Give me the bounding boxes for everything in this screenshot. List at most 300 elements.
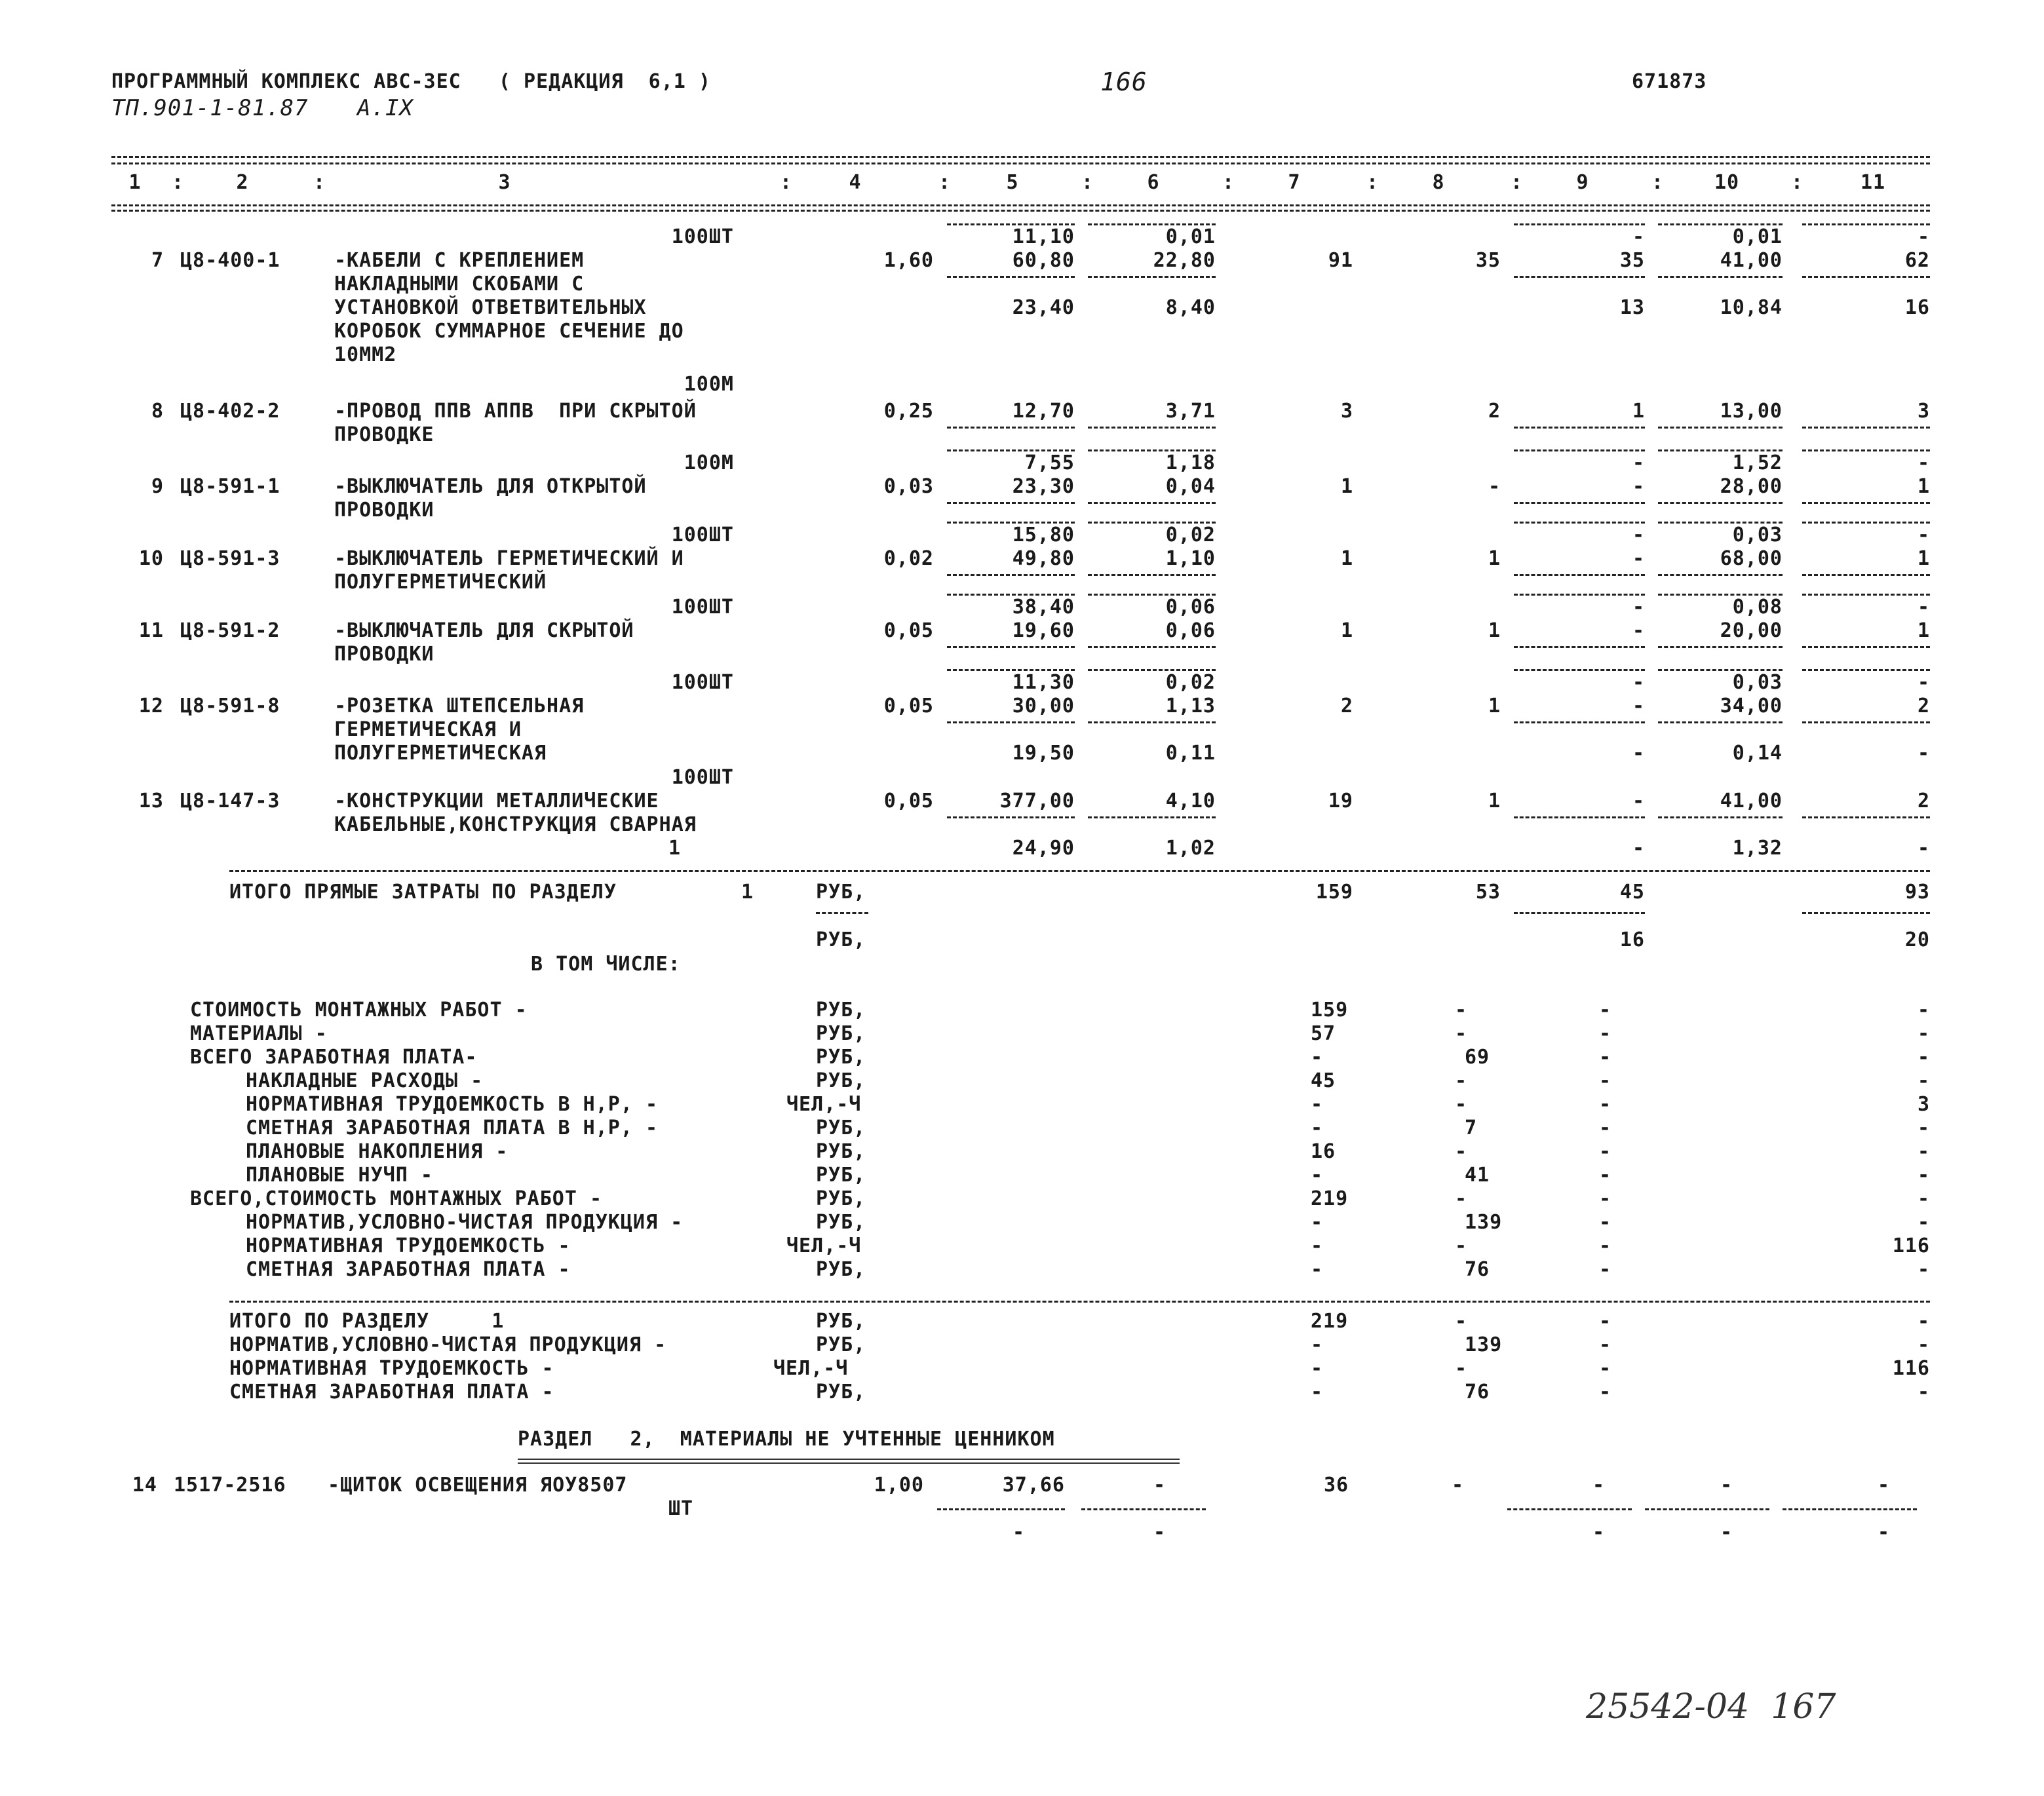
cell-rule — [1802, 427, 1930, 429]
work-description: -КАБЕЛИ С КРЕПЛЕНИЕМ — [334, 249, 585, 272]
norm-code: Ц8-591-1 — [180, 475, 280, 498]
cell-rule — [947, 223, 1075, 225]
cell-rule — [1088, 449, 1216, 451]
work-description: ПРОВОДКИ — [334, 499, 434, 522]
unit-label: РУБ, — [816, 928, 866, 951]
row-number: 9 — [151, 475, 164, 498]
work-description: ПОЛУГЕРМЕТИЧЕСКАЯ — [334, 742, 547, 765]
value-cell: - — [1599, 1069, 1612, 1092]
value-cell: - — [1917, 1022, 1930, 1045]
cell-rule — [1802, 816, 1930, 818]
value-cell: - — [1632, 475, 1645, 498]
value-cell: 1 — [1917, 547, 1930, 570]
value-cell: - — [1599, 1381, 1612, 1404]
value-cell: 19,50 — [1012, 742, 1075, 765]
value-cell: 0,02 — [1165, 524, 1216, 546]
value-cell: 0,01 — [1165, 225, 1216, 248]
work-description: ПРОВОДКИ — [334, 643, 434, 666]
unit-label: РУБ, — [816, 881, 866, 904]
section-title: РАЗДЕЛ 2, МАТЕРИАЛЫ НЕ УЧТЕННЫЕ ЦЕННИКОМ — [518, 1428, 1055, 1451]
cell-rule — [947, 502, 1075, 504]
value-cell: - — [1599, 999, 1612, 1022]
breakdown-label: НАКЛАДНЫЕ РАСХОДЫ - — [246, 1069, 484, 1092]
value-cell: 22,80 — [1153, 249, 1216, 272]
value-cell: - — [1632, 671, 1645, 694]
column-header: 9 — [1576, 171, 1589, 194]
column-header: 3 — [498, 171, 511, 194]
cell-rule — [1658, 721, 1783, 723]
section-total-label: НОРМАТИВ,УСЛОВНО-ЧИСТАЯ ПРОДУКЦИЯ - — [229, 1333, 667, 1356]
cell-rule — [1658, 449, 1783, 451]
value-cell: - — [1917, 1333, 1930, 1356]
cell-rule — [1514, 816, 1645, 818]
cell-rule — [1658, 427, 1783, 429]
value-cell: - — [1917, 451, 1930, 474]
unit-label: РУБ, — [816, 1187, 866, 1210]
column-separator: : — [1366, 171, 1379, 194]
value-cell: 49,80 — [1012, 547, 1075, 570]
value-cell: - — [1632, 451, 1645, 474]
value-cell: - — [1599, 1164, 1612, 1187]
quantity: 0,05 — [883, 619, 934, 642]
unit-label: 100ШТ — [671, 671, 734, 694]
cell-rule — [1802, 646, 1930, 648]
unit-label: ЧЕЛ,-Ч — [786, 1093, 862, 1116]
breakdown-label: НОРМАТИВ,УСЛОВНО-ЧИСТАЯ ПРОДУКЦИЯ - — [246, 1211, 684, 1234]
value-cell: - — [1455, 1093, 1468, 1116]
value-cell: 23,40 — [1012, 296, 1075, 319]
value-cell: 1 — [1488, 619, 1501, 642]
value-cell: - — [1599, 1187, 1612, 1210]
value-cell: - — [1917, 596, 1930, 619]
value-cell: - — [1917, 1140, 1930, 1163]
value-cell: - — [1599, 1140, 1612, 1163]
cell-rule — [1658, 276, 1783, 278]
work-description: КАБЕЛЬНЫЕ,КОНСТРУКЦИЯ СВАРНАЯ — [334, 813, 697, 836]
handwritten-note: 25542-04 167 — [1586, 1687, 1836, 1727]
cell-rule — [1658, 669, 1783, 671]
value-cell: 1,32 — [1732, 837, 1783, 860]
breakdown-label: СМЕТНАЯ ЗАРАБОТНАЯ ПЛАТА В Н,Р, - — [246, 1117, 659, 1139]
cell-rule — [1514, 912, 1645, 914]
row-number: 10 — [138, 547, 164, 570]
value-cell: - — [1455, 1357, 1468, 1380]
value-cell: - — [1917, 1310, 1930, 1333]
value-cell: 3 — [1917, 400, 1930, 423]
cell-rule — [947, 574, 1075, 576]
value-cell: 0,03 — [1732, 524, 1783, 546]
value-cell: 41 — [1465, 1164, 1490, 1187]
value-cell: 12,70 — [1012, 400, 1075, 423]
value-cell: 8,40 — [1165, 296, 1216, 319]
cell-rule — [1802, 502, 1930, 504]
breakdown-label: НОРМАТИВНАЯ ТРУДОЕМКОСТЬ - — [246, 1234, 571, 1257]
row-number: 7 — [151, 249, 164, 272]
value-cell: 37,66 — [1002, 1474, 1065, 1497]
section-total-label: ИТОГО ПО РАЗДЕЛУ 1 — [229, 1310, 505, 1333]
value-cell: - — [1599, 1117, 1612, 1139]
cell-rule — [1802, 223, 1930, 225]
value-cell: - — [1455, 1234, 1468, 1257]
cell-rule — [1088, 427, 1216, 429]
cell-rule — [1802, 449, 1930, 451]
quantity: 0,25 — [883, 400, 934, 423]
cell-rule — [1088, 276, 1216, 278]
unit-label: ШТ — [668, 1497, 694, 1520]
unit-label: РУБ, — [816, 1022, 866, 1045]
value-cell: 3 — [1340, 400, 1353, 423]
cell-rule — [937, 1508, 1065, 1510]
work-description: -РОЗЕТКА ШТЕПСЕЛЬНАЯ — [334, 695, 585, 717]
value-cell: - — [1311, 1234, 1324, 1257]
cell-rule — [1658, 574, 1783, 576]
value-cell: 16 — [1619, 928, 1645, 951]
column-header: 5 — [1006, 171, 1019, 194]
value-cell: 159 — [1315, 881, 1353, 904]
value-cell: - — [1917, 1381, 1930, 1404]
cell-rule — [1088, 223, 1216, 225]
column-separator: : — [1511, 171, 1524, 194]
value-cell: - — [1917, 837, 1930, 860]
value-cell: - — [1720, 1474, 1733, 1497]
value-cell: - — [1599, 1333, 1612, 1356]
value-cell: 139 — [1465, 1333, 1503, 1356]
cell-rule — [1514, 427, 1645, 429]
value-cell: 0,08 — [1732, 596, 1783, 619]
value-cell: - — [1599, 1022, 1612, 1045]
value-cell: - — [1153, 1521, 1167, 1544]
value-cell: 62 — [1904, 249, 1930, 272]
cell-rule — [1088, 646, 1216, 648]
work-description: УСТАНОВКОЙ ОТВЕТВИТЕЛЬНЫХ — [334, 296, 647, 319]
unit-label: 100ШТ — [671, 596, 734, 619]
cell-rule — [1088, 816, 1216, 818]
cell-rule — [1088, 594, 1216, 596]
value-cell: - — [1720, 1521, 1733, 1544]
value-cell: 76 — [1465, 1258, 1490, 1281]
value-cell: - — [1452, 1474, 1465, 1497]
cell-rule — [1507, 1508, 1632, 1510]
cell-rule — [1088, 721, 1216, 723]
unit-label: РУБ, — [816, 999, 866, 1022]
value-cell: 20,00 — [1720, 619, 1783, 642]
value-cell: - — [1878, 1521, 1891, 1544]
work-description: ГЕРМЕТИЧЕСКАЯ И — [334, 718, 522, 741]
value-cell: 1 — [1917, 475, 1930, 498]
value-cell: 2 — [1917, 790, 1930, 812]
value-cell: 30,00 — [1012, 695, 1075, 717]
value-cell: 0,01 — [1732, 225, 1783, 248]
cell-rule — [1088, 669, 1216, 671]
value-cell: 1 — [1488, 547, 1501, 570]
column-header: 6 — [1147, 171, 1160, 194]
value-cell: - — [1311, 1164, 1324, 1187]
value-cell: - — [1917, 524, 1930, 546]
value-cell: - — [1917, 1258, 1930, 1281]
value-cell: 24,90 — [1012, 837, 1075, 860]
breakdown-label: НОРМАТИВНАЯ ТРУДОЕМКОСТЬ В Н,Р, - — [246, 1093, 659, 1116]
quantity: 0,03 — [883, 475, 934, 498]
unit-label: ЧЕЛ,-Ч — [786, 1234, 862, 1257]
column-separator: : — [1081, 171, 1094, 194]
value-cell: - — [1592, 1521, 1606, 1544]
cell-rule — [1802, 594, 1930, 596]
section-number: 1 — [741, 881, 754, 904]
value-cell: 23,30 — [1012, 475, 1075, 498]
value-cell: 41,00 — [1720, 790, 1783, 812]
value-cell: - — [1012, 1521, 1026, 1544]
quantity: 0,02 — [883, 547, 934, 570]
value-cell: 38,40 — [1012, 596, 1075, 619]
value-cell: 1 — [1632, 400, 1645, 423]
cell-rule — [1802, 276, 1930, 278]
value-cell: 35 — [1619, 249, 1645, 272]
value-cell: 45 — [1619, 881, 1645, 904]
value-cell: 0,06 — [1165, 619, 1216, 642]
value-cell: 11,30 — [1012, 671, 1075, 694]
value-cell: 1 — [1340, 475, 1353, 498]
document-code: 671873 — [1632, 70, 1707, 93]
value-cell: 0,11 — [1165, 742, 1216, 765]
value-cell: 16 — [1904, 296, 1930, 319]
value-cell: 1 — [1340, 547, 1353, 570]
value-cell: 16 — [1311, 1140, 1336, 1163]
value-cell: 19,60 — [1012, 619, 1075, 642]
value-cell: - — [1455, 999, 1468, 1022]
norm-code: Ц8-591-2 — [180, 619, 280, 642]
value-cell: - — [1632, 790, 1645, 812]
work-description: -ПРОВОД ППВ АППВ ПРИ СКРЫТОЙ — [334, 400, 697, 423]
value-cell: - — [1632, 547, 1645, 570]
cell-rule — [947, 427, 1075, 429]
cell-rule — [1088, 502, 1216, 504]
value-cell: 2 — [1917, 695, 1930, 717]
breakdown-label: МАТЕРИАЛЫ - — [190, 1022, 328, 1045]
value-cell: 0,02 — [1165, 671, 1216, 694]
value-cell: - — [1599, 1310, 1612, 1333]
cell-rule — [947, 276, 1075, 278]
section-total-rule — [229, 1301, 1930, 1303]
cell-rule — [1802, 574, 1930, 576]
norm-code: Ц8-400-1 — [180, 249, 280, 272]
breakdown-label: ПЛАНОВЫЕ НУЧП - — [246, 1164, 433, 1187]
value-cell: - — [1632, 742, 1645, 765]
work-description: ПОЛУГЕРМЕТИЧЕСКИЙ — [334, 571, 547, 594]
value-cell: 7 — [1465, 1117, 1478, 1139]
material-description: -ЩИТОК ОСВЕЩЕНИЯ ЯОУ8507 — [328, 1474, 628, 1497]
value-cell: 68,00 — [1720, 547, 1783, 570]
cell-rule — [1088, 574, 1216, 576]
value-cell: 159 — [1311, 999, 1349, 1022]
value-cell: 91 — [1328, 249, 1353, 272]
value-cell: 35 — [1475, 249, 1501, 272]
header-top-rule — [111, 156, 1930, 158]
value-cell: 0,14 — [1732, 742, 1783, 765]
column-separator: : — [172, 171, 185, 194]
value-cell: 219 — [1311, 1187, 1349, 1210]
column-header: 7 — [1288, 171, 1301, 194]
value-cell: - — [1599, 1211, 1612, 1234]
value-cell: - — [1311, 1117, 1324, 1139]
value-cell: 219 — [1311, 1310, 1349, 1333]
project-code: ТП.901-1-81.87 — [111, 95, 309, 121]
program-title: ПРОГРАММНЫЙ КОМПЛЕКС АВС-ЗЕС ( РЕДАКЦИЯ 6,1 ) — [111, 70, 711, 93]
unit-label: РУБ, — [816, 1258, 866, 1281]
value-cell: 53 — [1475, 881, 1501, 904]
cell-rule — [947, 646, 1075, 648]
value-cell: - — [1311, 1381, 1324, 1404]
cell-rule — [1658, 594, 1783, 596]
quantity: 0,05 — [883, 790, 934, 812]
value-cell: - — [1917, 1117, 1930, 1139]
value-cell: - — [1917, 1187, 1930, 1210]
unit-label: ЧЕЛ,-Ч — [773, 1357, 849, 1380]
work-description: КОРОБОК СУММАРНОЕ СЕЧЕНИЕ ДО — [334, 320, 684, 343]
cell-rule — [1802, 669, 1930, 671]
cell-rule — [1658, 522, 1783, 524]
value-cell: - — [1311, 1093, 1324, 1116]
album-number: А.IX — [357, 95, 414, 121]
work-description: ПРОВОДКЕ — [334, 423, 434, 446]
row-number: 13 — [138, 790, 164, 812]
value-cell: 7,55 — [1024, 451, 1075, 474]
breakdown-label: СТОИМОСТЬ МОНТАЖНЫХ РАБОТ - — [190, 999, 528, 1022]
breakdown-label: СМЕТНАЯ ЗАРАБОТНАЯ ПЛАТА - — [246, 1258, 571, 1281]
value-cell: 1,10 — [1165, 547, 1216, 570]
value-cell: - — [1455, 1069, 1468, 1092]
norm-code: Ц8-591-8 — [180, 695, 280, 717]
value-cell: 10,84 — [1720, 296, 1783, 319]
cell-rule — [816, 912, 868, 914]
cell-rule — [1802, 721, 1930, 723]
value-cell: 19 — [1328, 790, 1353, 812]
value-cell: - — [1917, 1046, 1930, 1069]
cell-rule — [947, 669, 1075, 671]
value-cell: - — [1632, 596, 1645, 619]
cell-rule — [1658, 502, 1783, 504]
value-cell: 0,06 — [1165, 596, 1216, 619]
total-label: ИТОГО ПРЯМЫЕ ЗАТРАТЫ ПО РАЗДЕЛУ — [229, 881, 617, 904]
value-cell: - — [1878, 1474, 1891, 1497]
value-cell: 0,03 — [1732, 671, 1783, 694]
value-cell: 45 — [1311, 1069, 1336, 1092]
column-separator: : — [1222, 171, 1235, 194]
cell-rule — [1658, 646, 1783, 648]
cell-rule — [1514, 449, 1645, 451]
cell-rule — [1088, 522, 1216, 524]
value-cell: - — [1917, 671, 1930, 694]
norm-code: Ц8-591-3 — [180, 547, 280, 570]
breakdown-label: ВСЕГО,СТОИМОСТЬ МОНТАЖНЫХ РАБОТ - — [190, 1187, 603, 1210]
value-cell: 377,00 — [999, 790, 1075, 812]
cell-rule — [1645, 1508, 1769, 1510]
unit-label: РУБ, — [816, 1164, 866, 1187]
unit-label: РУБ, — [816, 1140, 866, 1163]
value-cell: 116 — [1892, 1234, 1930, 1257]
cell-rule — [1658, 816, 1783, 818]
value-cell: - — [1632, 524, 1645, 546]
column-header: 10 — [1714, 171, 1740, 194]
value-cell: - — [1632, 837, 1645, 860]
breakdown-label: ВСЕГО ЗАРАБОТНАЯ ПЛАТА- — [190, 1046, 478, 1069]
column-header: 2 — [236, 171, 249, 194]
double-underline — [518, 1459, 1180, 1464]
value-cell: 57 — [1311, 1022, 1336, 1045]
value-cell: - — [1455, 1187, 1468, 1210]
header-bottom-rule — [111, 210, 1930, 212]
column-separator: : — [313, 171, 326, 194]
unit-label: РУБ, — [816, 1211, 866, 1234]
breakdown-label: ПЛАНОВЫЕ НАКОПЛЕНИЯ - — [246, 1140, 509, 1163]
unit-label: 1 — [668, 837, 682, 860]
column-header: 1 — [128, 171, 142, 194]
quantity: 1,60 — [883, 249, 934, 272]
cell-rule — [1514, 522, 1645, 524]
value-cell: - — [1632, 225, 1645, 248]
value-cell: - — [1917, 1164, 1930, 1187]
cell-rule — [1514, 669, 1645, 671]
value-cell: - — [1917, 1211, 1930, 1234]
value-cell: 1 — [1917, 619, 1930, 642]
column-separator: : — [780, 171, 793, 194]
value-cell: 69 — [1465, 1046, 1490, 1069]
value-cell: 15,80 — [1012, 524, 1075, 546]
value-cell: 2 — [1340, 695, 1353, 717]
work-description: -ВЫКЛЮЧАТЕЛЬ ДЛЯ ОТКРЫТОЙ — [334, 475, 647, 498]
value-cell: 116 — [1892, 1357, 1930, 1380]
column-separator: : — [938, 171, 952, 194]
including-label: В ТОМ ЧИСЛЕ: — [531, 953, 681, 976]
value-cell: 1,52 — [1732, 451, 1783, 474]
material-code: 1517-2516 — [174, 1474, 286, 1497]
value-cell: 1 — [1488, 695, 1501, 717]
unit-label: 100ШТ — [671, 225, 734, 248]
value-cell: 2 — [1488, 400, 1501, 423]
value-cell: - — [1311, 1258, 1324, 1281]
value-cell: 3 — [1917, 1093, 1930, 1116]
work-description: -ВЫКЛЮЧАТЕЛЬ ГЕРМЕТИЧЕСКИЙ И — [334, 547, 684, 570]
value-cell: 139 — [1465, 1211, 1503, 1234]
cell-rule — [1081, 1508, 1206, 1510]
value-cell: 20 — [1904, 928, 1930, 951]
value-cell: 1 — [1340, 619, 1353, 642]
column-separator: : — [1651, 171, 1665, 194]
cell-rule — [1783, 1508, 1917, 1510]
cell-rule — [947, 816, 1075, 818]
value-cell: 1,13 — [1165, 695, 1216, 717]
section-total-label: СМЕТНАЯ ЗАРАБОТНАЯ ПЛАТА - — [229, 1381, 554, 1404]
unit-label: РУБ, — [816, 1381, 866, 1404]
value-cell: - — [1599, 1046, 1612, 1069]
cell-rule — [1514, 502, 1645, 504]
value-cell: 1,18 — [1165, 451, 1216, 474]
norm-code: Ц8-147-3 — [180, 790, 280, 812]
unit-label: РУБ, — [816, 1046, 866, 1069]
total-rule — [229, 870, 1930, 872]
value-cell: 11,10 — [1012, 225, 1075, 248]
cell-rule — [1514, 574, 1645, 576]
value-cell: 1,02 — [1165, 837, 1216, 860]
unit-label: 100ШТ — [671, 766, 734, 789]
value-cell: 1 — [1488, 790, 1501, 812]
value-cell: 76 — [1465, 1381, 1490, 1404]
work-description: 10ММ2 — [334, 343, 397, 366]
unit-label: РУБ, — [816, 1069, 866, 1092]
column-header: 11 — [1860, 171, 1886, 194]
cell-rule — [1802, 522, 1930, 524]
column-header: 8 — [1432, 171, 1445, 194]
value-cell: - — [1599, 1093, 1612, 1116]
